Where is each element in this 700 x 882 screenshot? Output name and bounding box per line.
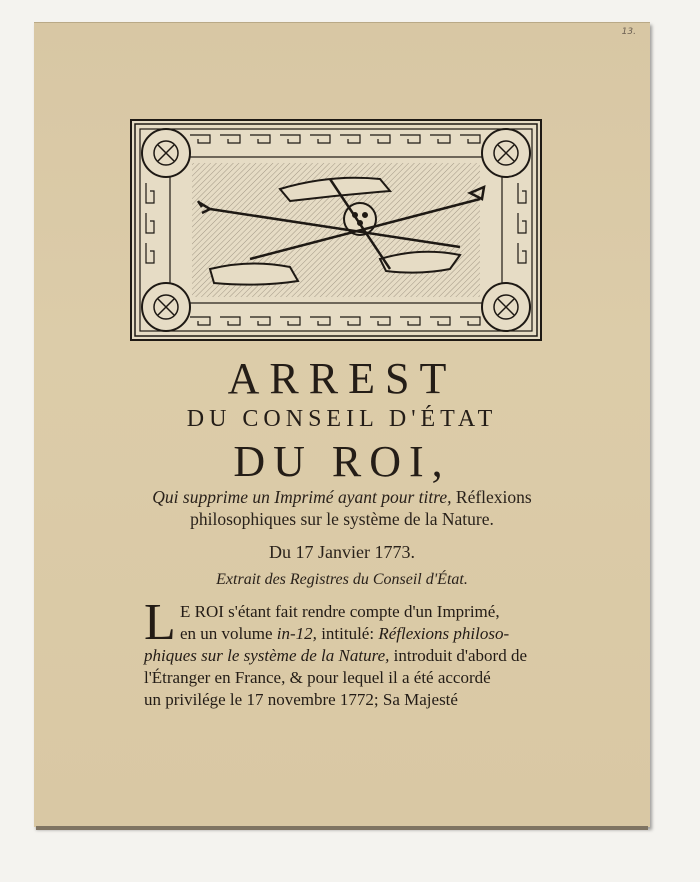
title-conseil: DU CONSEIL D'ÉTAT xyxy=(186,406,498,432)
page-edge-shadow xyxy=(36,826,648,830)
subtitle-roman1: Réflexions xyxy=(455,487,532,507)
body-line-3-italic: phiques sur le système de la Nature, xyxy=(144,646,390,665)
engraved-ornament xyxy=(130,119,542,341)
title-arrest: ARREST xyxy=(227,354,457,403)
body-line-4: l'Étranger en France, & pour lequel il a été accordé xyxy=(144,668,491,687)
body-line-2a: en un volume xyxy=(180,624,277,643)
body-line-1: E ROI s'étant fait rendre compte d'un Imprimé, xyxy=(180,602,500,621)
title-du-roi: DU ROI, xyxy=(233,437,451,486)
body-line-5: un privilége le 17 novembre 1772; Sa Majesté xyxy=(144,690,458,709)
subtitle-italic: Qui supprime un Imprimé ayant pour titre, xyxy=(152,487,452,507)
folio-number: 13. xyxy=(621,27,636,37)
subtitle-roman2: philosophiques sur le système de la Nature. xyxy=(190,509,494,529)
document-date: Du 17 Janvier 1773. xyxy=(269,542,415,562)
body-line-2b: intitulé: xyxy=(316,624,379,643)
body-line-2c: Réflexions philoso- xyxy=(378,624,510,643)
body-line-2 xyxy=(144,623,574,645)
extract-line: Extrait des Registres du Conseil d'État. xyxy=(216,571,468,588)
subtitle xyxy=(114,486,570,530)
drop-cap: L xyxy=(144,594,176,651)
body-text xyxy=(144,594,574,711)
body-line-2-italic: in-12, xyxy=(276,624,317,643)
body-line-3 xyxy=(144,645,574,667)
body-line-3b: introduit d'abord de xyxy=(389,646,527,665)
document-page xyxy=(34,22,650,827)
